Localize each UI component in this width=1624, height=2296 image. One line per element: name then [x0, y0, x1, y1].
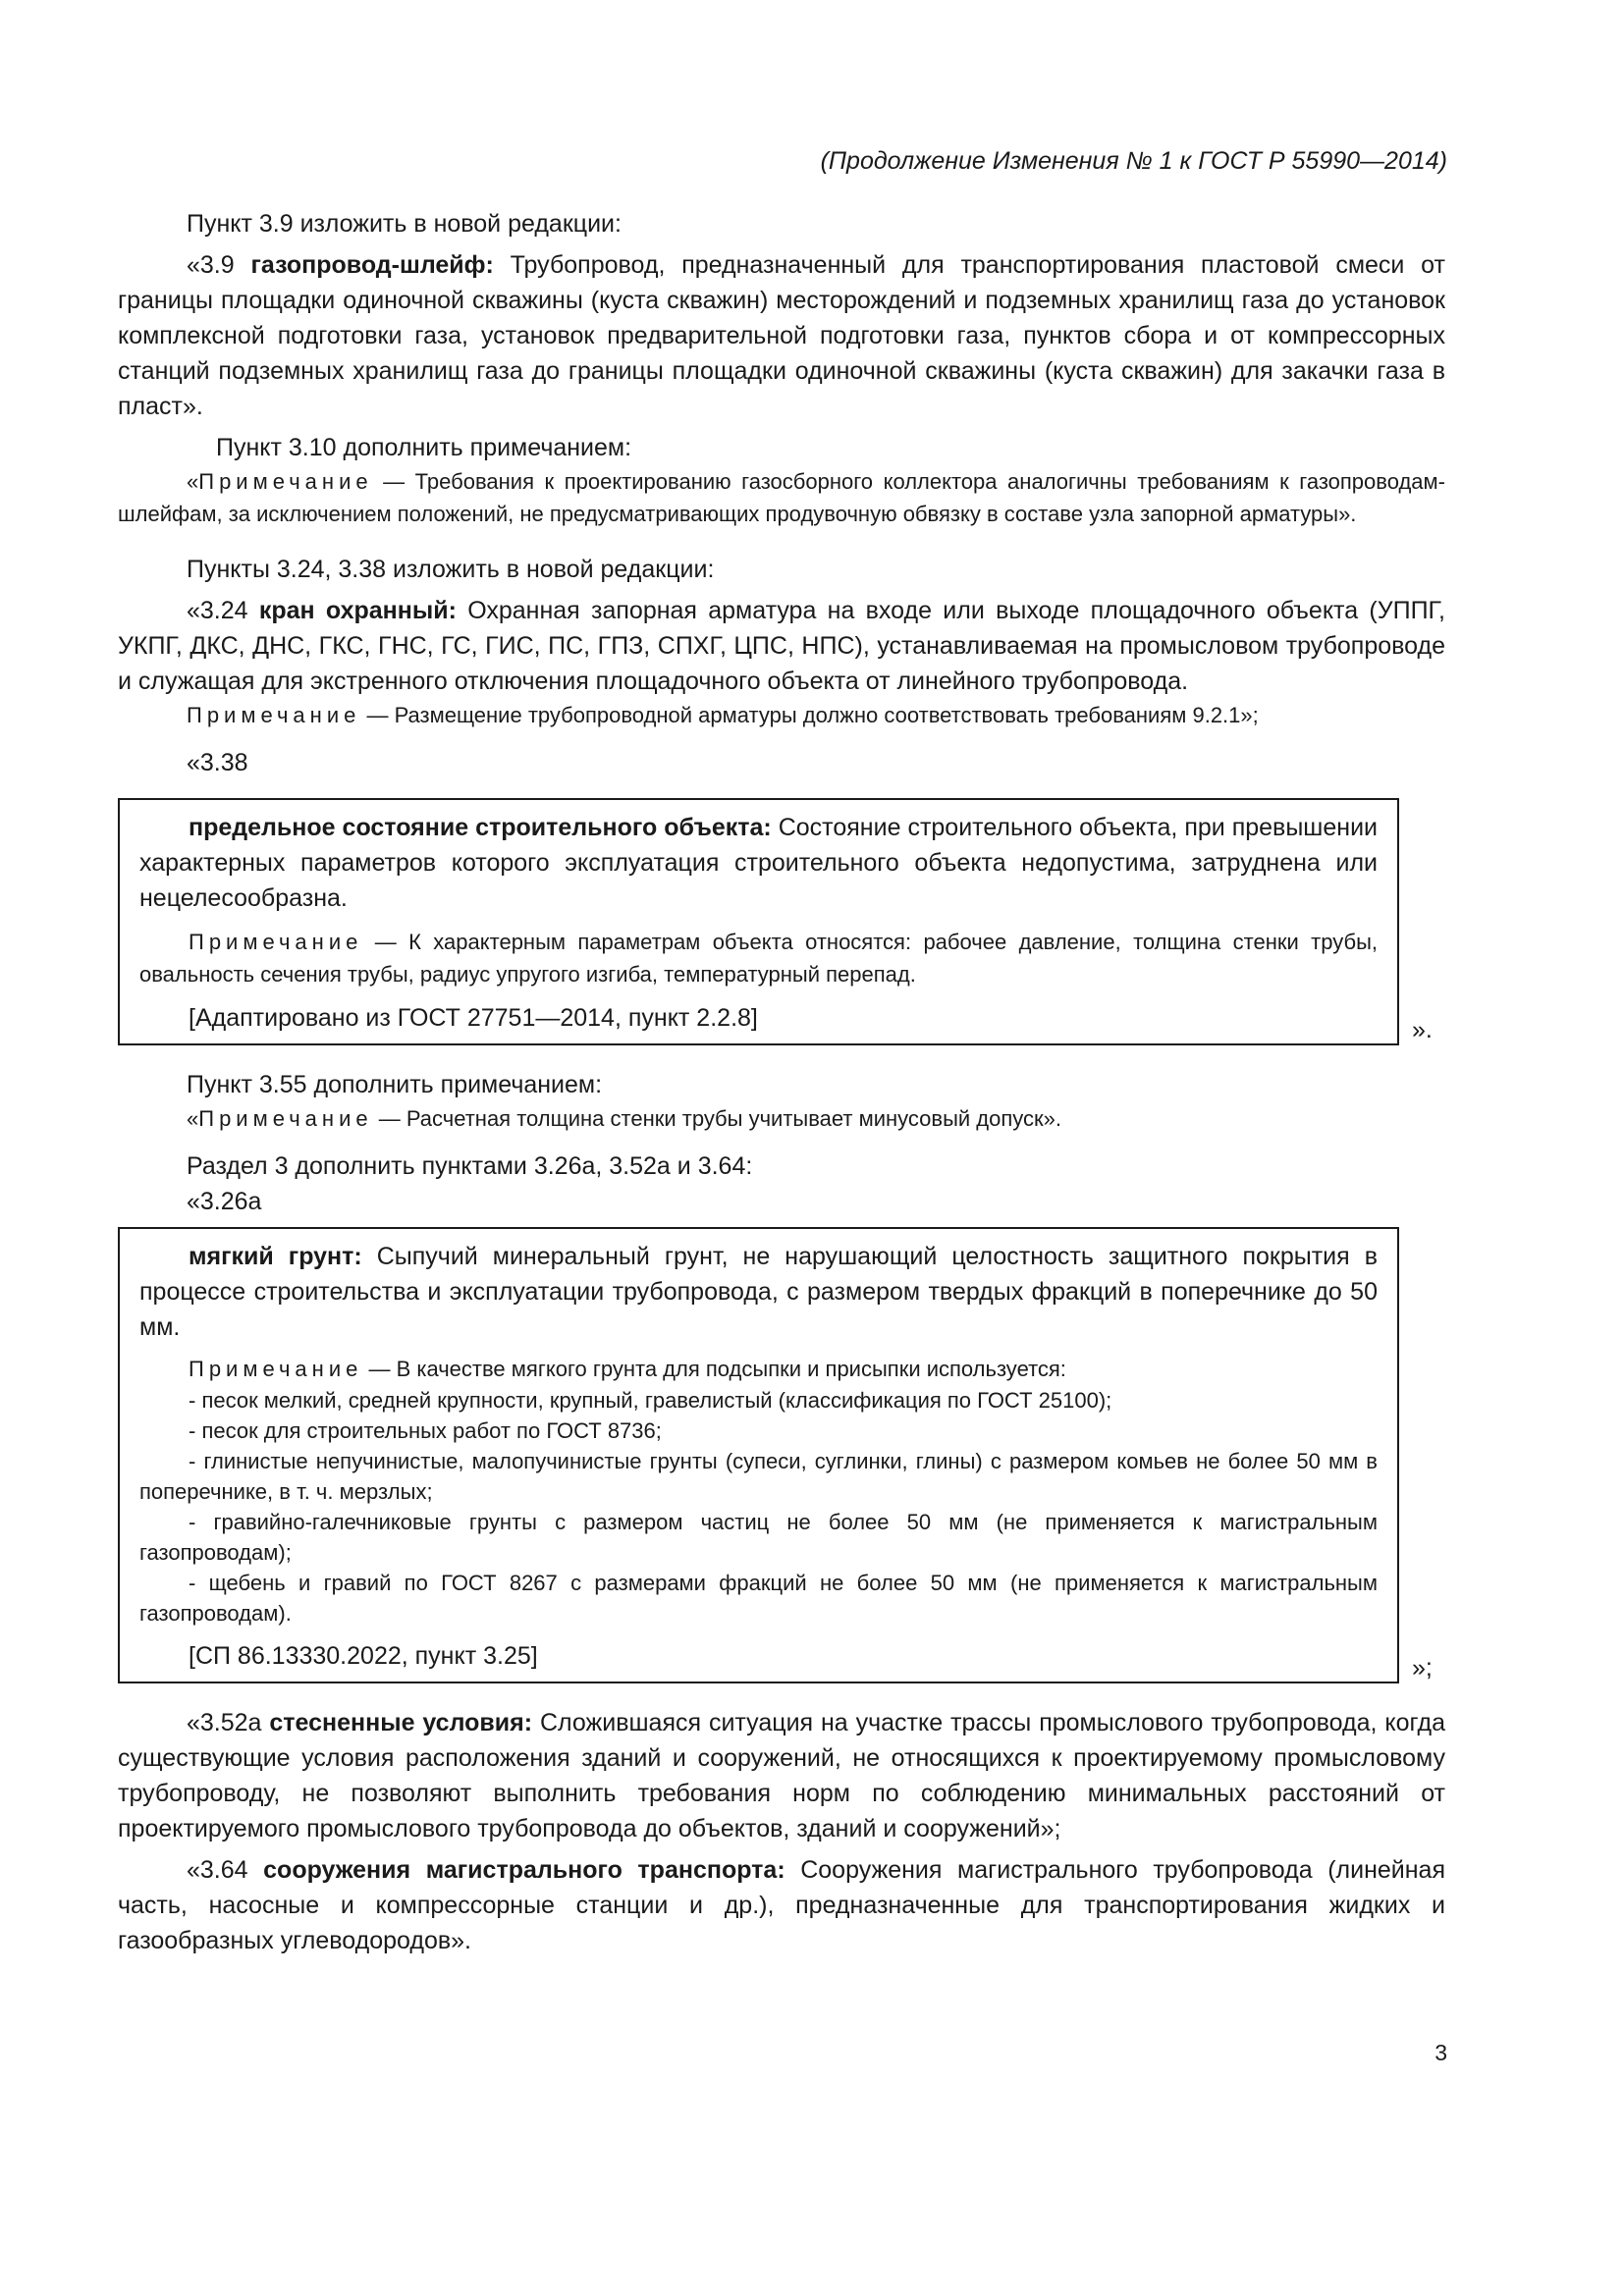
definition: Трубопровод, предназначенный для транспортирования пластовой смеси от границы площадки одиночной скважины (куста скважин) месторождений и подземных хранилищ газа до установок комплексной подготовки газа, установок предварительной подготовки газа, пунктов сбора и от компрессорных станций подземных хранилищ газа до границы площадки одиночной скважины (куста скважин) для закачки газа в пласт».: [118, 251, 1445, 420]
clause-3-24: [118, 593, 1445, 699]
box-definition: [139, 810, 1378, 916]
clause-3-10-intro: Пункт 3.10 дополнить примечанием:: [216, 434, 632, 461]
clause-number: «3.9: [187, 251, 251, 279]
note-label: Примечание: [198, 469, 373, 494]
note-label: Примечание: [189, 930, 363, 954]
list-item: - щебень и гравий по ГОСТ 8267 с размерами фракций не более 50 мм (не применяется к магистральным газопроводам).: [139, 1571, 1378, 1626]
framed-definition: [118, 1227, 1399, 1683]
note-text: — К характерным параметрам объекта относятся: рабочее давление, толщина стенки трубы, овальность сечения трубы, радиус упругого изгиба, температурный перепад.: [139, 930, 1378, 987]
note-text: — Размещение трубопроводной арматуры должно соответствовать требованиям 9.2.1»;: [360, 703, 1259, 727]
clause-3-9: [118, 247, 1445, 424]
note-text: — В качестве мягкого грунта для подсыпки и присыпки используется:: [362, 1357, 1066, 1381]
list-item: - песок мелкий, средней крупности, крупный, гравелистый (классификация по ГОСТ 25100);: [189, 1388, 1112, 1413]
clause-number: «3.52а: [187, 1709, 270, 1736]
box-definition: [139, 1239, 1378, 1345]
section-3-intro: Раздел 3 дополнить пунктами 3.26а, 3.52а и 3.64:: [187, 1152, 753, 1180]
definition: Сооружения магистрального трубопровода (линейная часть, насосные и компрессорные станции и др.), предназначенные для транспортирования жидких и газообразных углеводородов».: [118, 1856, 1445, 1954]
definition: Состояние строительного объекта, при превышении характерных параметров которого эксплуатация строительного объекта недопустима, затруднена или нецелесообразна.: [139, 814, 1378, 912]
box-source: [Адаптировано из ГОСТ 27751—2014, пункт 2.2.8]: [189, 1004, 758, 1032]
note-text: — Расчетная толщина стенки трубы учитывает минусовый допуск».: [372, 1106, 1062, 1131]
definition: Охранная запорная арматура на входе или выходе площадочного объекта (УППГ, УКПГ, ДКС, ДНС, ГКС, ГНС, ГС, ГИС, ПС, ГПЗ, СПХГ, ЦПС, НПС), устанавливаемая на промысловом трубопроводе и служащая для экстренного отключения площадочного объекта от линейного трубопровода.: [118, 597, 1445, 695]
framed-definition: [118, 798, 1399, 1045]
term: кран охранный:: [258, 597, 457, 624]
clause-3-52a: [118, 1705, 1445, 1846]
note-label: Примечание: [189, 1357, 363, 1381]
closing-quote: »;: [1412, 1654, 1433, 1682]
box-note: [139, 1353, 1378, 1385]
term: стесненные условия:: [269, 1709, 533, 1736]
term: мягкий грунт:: [189, 1243, 362, 1270]
clause-number: «3.24: [187, 597, 259, 624]
definition: Сыпучий минеральный грунт, не нарушающий целостность защитного покрытия в процессе строительства и эксплуатации трубопровода, с размером твердых фракций в поперечнике до 50 мм.: [139, 1243, 1378, 1341]
list-item: - песок для строительных работ по ГОСТ 8736;: [189, 1418, 662, 1443]
document-body: [118, 206, 1445, 1958]
box-note: [139, 926, 1378, 990]
clause-3-55-intro: Пункт 3.55 дополнить примечанием:: [187, 1071, 603, 1098]
clause-3-9-intro: Пункт 3.9 изложить в новой редакции:: [187, 210, 622, 238]
clause-3-10-note: «Примечание — Требования к проектированию газосборного коллектора аналогичны требованиям к газопроводам-шлейфам, за исключением положений, не предусматривающих продувочную обвязку в составе узла запорной арматуры».: [118, 469, 1445, 526]
clause-3-24-intro: Пункты 3.24, 3.38 изложить в новой редакции:: [187, 556, 715, 583]
definition-box-3-26a: [118, 1227, 1445, 1683]
page-number: 3: [1435, 2040, 1447, 2065]
running-header: (Продолжение Изменения № 1 к ГОСТ Р 55990—2014): [820, 147, 1447, 175]
note-label: Примечание: [187, 703, 361, 727]
definition-box-3-38: [118, 798, 1445, 1045]
note-text: — Требования к проектированию газосборного коллектора аналогичны требованиям к газопроводам-шлейфам, за исключением положений, не предусматривающих продувочную обвязку в составе узла запорной арматуры».: [118, 469, 1445, 526]
list-item: - глинистые непучинистые, малопучинистые грунты (супеси, суглинки, глины) с размером комьев не более 50 мм в поперечнике, в т. ч. мерзлых;: [139, 1449, 1378, 1504]
clause-3-26a-number: «3.26а: [187, 1188, 262, 1215]
clause-3-64: [118, 1852, 1445, 1958]
clause-number: «3.64: [187, 1856, 264, 1884]
closing-quote: ».: [1412, 1016, 1433, 1043]
clause-3-55-note: «Примечание — Расчетная толщина стенки трубы учитывает минусовый допуск».: [187, 1106, 1062, 1131]
box-source: [СП 86.13330.2022, пункт 3.25]: [189, 1642, 538, 1670]
definition: Сложившаяся ситуация на участке трассы промыслового трубопровода, когда существующие условия расположения зданий и сооружений, не относящихся к проектируемому промысловому трубопроводу, не позволяют выполнить требования норм по соблюдению минимальных расстояний от проектируемого промыслового трубопровода до объектов, зданий и сооружений»;: [118, 1709, 1446, 1842]
clause-3-24-note: [118, 699, 1445, 731]
clause-3-38-number: «3.38: [187, 749, 248, 776]
term: сооружения магистрального транспорта:: [263, 1856, 785, 1884]
note-label: Примечание: [198, 1106, 373, 1131]
term: газопровод-шлейф:: [250, 251, 494, 279]
list-item: - гравийно-галечниковые грунты с размером частиц не более 50 мм (не применяется к магистральным газопроводам);: [139, 1510, 1378, 1565]
term: предельное состояние строительного объекта:: [189, 814, 772, 841]
